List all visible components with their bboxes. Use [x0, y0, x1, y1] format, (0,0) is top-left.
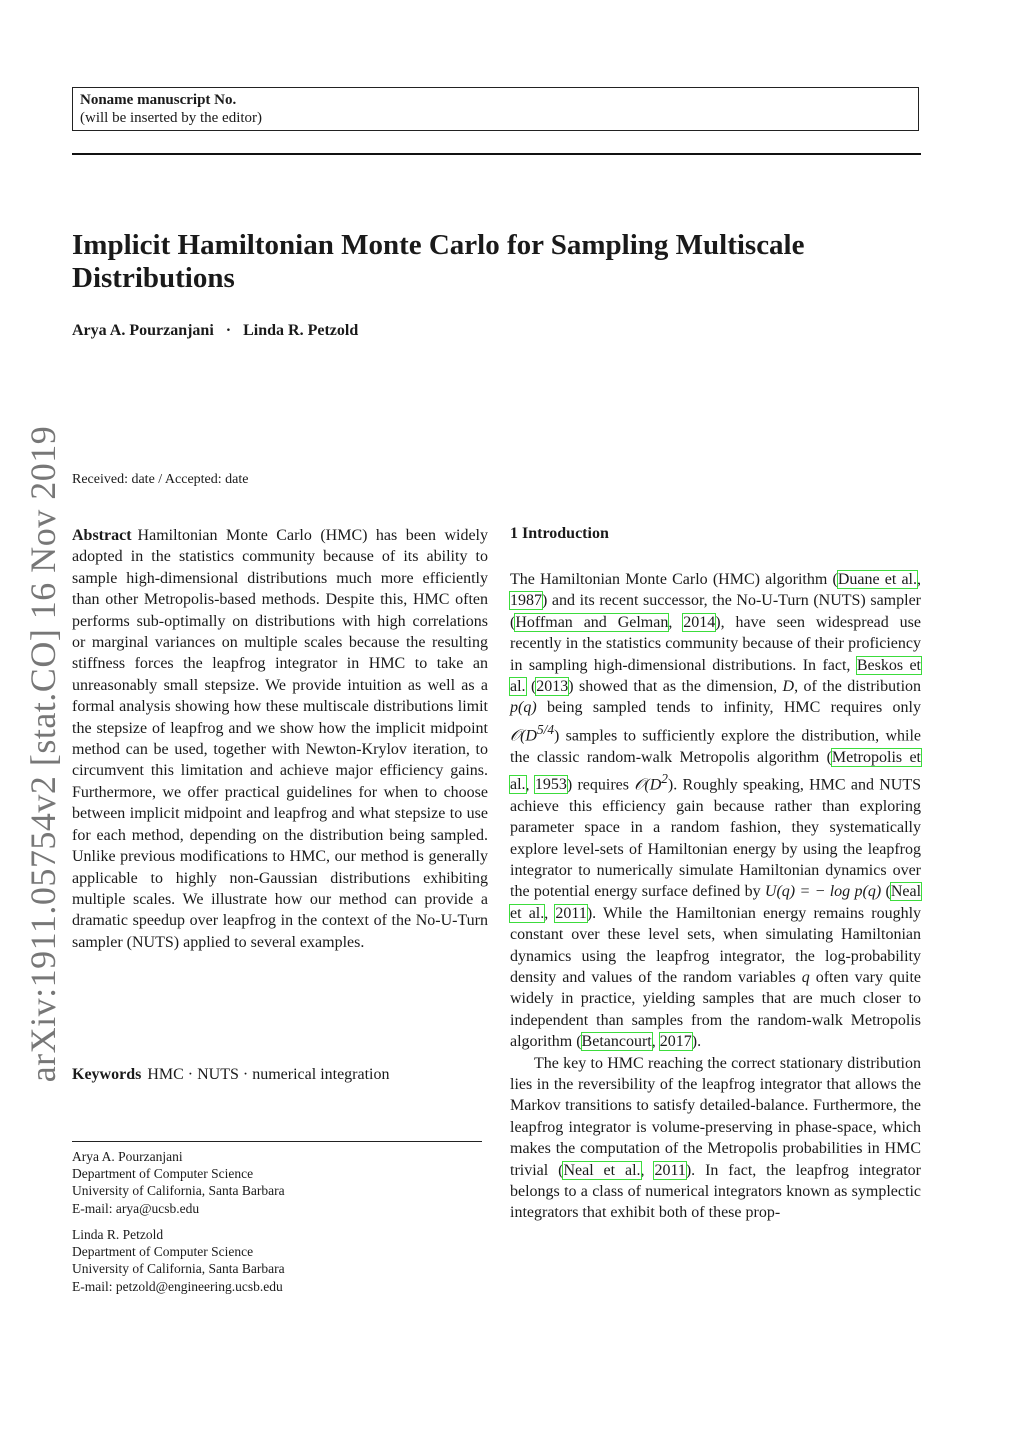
affiliation-email: E-mail: petzold@engineering.ucsb.edu — [72, 1278, 283, 1294]
text-run: The key to HMC reaching the correct stationary distribution lies in the reversibility of the leapfrog integrator that allows the Markov transitions to satisfy detailed-balance. Furthermore, the leapfrog integrator is volume-preserving in phase-space, which makes the computation of the Metropolis probabilities in HMC trivial ( — [510, 1054, 921, 1179]
affiliation-1 — [72, 1148, 285, 1217]
affiliation-name: Arya A. Pourzanjani — [72, 1149, 183, 1164]
math-inline: ) — [554, 727, 560, 745]
math-superscript: 5/4 — [536, 721, 554, 737]
citation-link[interactable]: 2011 — [555, 904, 587, 922]
affiliation-univ: University of California, Santa Barbara — [72, 1183, 285, 1199]
citation-link[interactable]: Beskos et al. — [510, 656, 922, 696]
manuscript-number: Noname manuscript No. — [80, 92, 237, 108]
text-run: being sampled tends to infinity, HMC requires only — [536, 699, 921, 717]
footnote-rule — [72, 1141, 482, 1142]
math-inline: U(q) = − log p(q) — [764, 883, 882, 901]
math-inline: 𝒪(D — [510, 727, 537, 745]
title-line-1: Implicit Hamiltonian Monte Carlo for Sampling Multiscale — [72, 229, 805, 261]
keywords-label: Keywords — [72, 1066, 142, 1083]
text-run: ) and its recent successor, the No-U-Turn (NUTS) sampler ( — [510, 592, 921, 631]
text-run: . Roughly speaking, HMC and NUTS achieve this efficiency gain because rather than exploring parameter space in a random fashion, they systematically explore level-sets of Hamiltonian energy by using the leapfrog integrator to numerically simulate Hamiltonian dynamics over the potential energy surface defined by — [510, 776, 922, 901]
author-separator: · — [225, 322, 232, 339]
citation-link[interactable]: 2013 — [536, 678, 569, 696]
abstract-label: Abstract — [72, 527, 132, 544]
citation-link[interactable]: Neal et al. — [563, 1161, 641, 1179]
text-run: , — [544, 904, 556, 922]
abstract — [72, 525, 488, 953]
intro-paragraph-2 — [510, 1053, 921, 1224]
text-run: ( — [525, 678, 537, 696]
affiliation-univ: University of California, Santa Barbara — [72, 1261, 285, 1277]
text-run: often vary quite widely in practice, yielding samples that are much closer to independent than samples from the random-walk Metropolis algorithm ( — [510, 968, 921, 1051]
text-run: , of the distribution — [794, 678, 922, 696]
text-run: , — [668, 613, 684, 631]
text-run: ) showed that as the dimension, — [568, 678, 783, 696]
text-run: , — [640, 1161, 655, 1179]
text-run: ). While the Hamiltonian energy remains roughly constant over these level sets, when simulating Hamiltonian dynamics using the leapfrog integrator, the log-probability density and values of the random variables — [510, 904, 922, 986]
text-run: ( — [881, 883, 891, 901]
text-run: ) requires — [566, 776, 635, 794]
affiliation-email: E-mail: arya@ucsb.edu — [72, 1200, 200, 1216]
citation-link[interactable]: Betancourt — [581, 1033, 652, 1051]
text-run: , — [525, 776, 535, 794]
math-inline: ) — [667, 776, 674, 794]
text-run: samples to sufficiently explore the distribution, while the classic random-walk Metropolis algorithm ( — [510, 727, 921, 766]
citation-link[interactable]: 2014 — [683, 613, 716, 631]
citation-link[interactable]: Neal et al. — [510, 883, 922, 922]
text-run: ). In fact, the leapfrog integrator belongs to a class of numerical integrators known as symplectic integrators that exhibit both of these prop- — [510, 1161, 922, 1222]
citation-link[interactable]: Metropolis et al. — [510, 748, 921, 794]
citation-link[interactable]: Hoffman and Gelman — [515, 613, 669, 631]
author-1: Arya A. Pourzanjani — [72, 322, 214, 339]
section-heading-introduction: 1 Introduction — [510, 525, 609, 542]
text-run: , — [917, 571, 921, 588]
citation-link[interactable]: 2017 — [659, 1033, 692, 1051]
affiliation-2 — [72, 1226, 285, 1295]
editor-note: (will be inserted by the editor) — [80, 110, 263, 126]
citation-link[interactable]: 1953 — [534, 776, 567, 794]
math-inline: D — [782, 678, 795, 696]
title-line-2: Distributions — [72, 262, 235, 294]
text-run: ). — [691, 1033, 702, 1051]
paper-title — [72, 229, 932, 295]
citation-link[interactable]: 2011 — [654, 1161, 686, 1179]
intro-paragraph-1 — [510, 569, 921, 1053]
introduction-body — [510, 569, 921, 1224]
affiliation-dept: Department of Computer Science — [72, 1166, 254, 1182]
affiliation-dept: Department of Computer Science — [72, 1244, 254, 1260]
keywords — [72, 1066, 390, 1084]
citation-link[interactable]: 1987 — [510, 592, 542, 610]
math-inline: q — [801, 968, 810, 986]
author-list — [72, 322, 358, 340]
keywords-text: HMC · NUTS · numerical integration — [147, 1066, 390, 1083]
abstract-text: Hamiltonian Monte Carlo (HMC) has been widely adopted in the statistics community because of its ability to sample high-dimensional distributions much more efficiently than other Metropolis-based methods. Despite this, HMC often performs sub-optimally on distributions with high correlations or marginal variances on multiple scales because the resulting stiffness forces the leapfrog integrator in HMC to take an unreasonably small stepsize. We provide intuition as well as a formal analysis showing how these multiscale distributions limit the stepsize of leapfrog and we show how the implicit midpoint method can be used, together with Newton-Krylov iteration, to circumvent this limitation and achieve major efficiency gains. Furthermore, we offer practical guidelines for when to choose between implicit midpoint and leapfrog and what stepsize to use for each method, depending on the distribution being sampled. Unlike previous modifications to HMC, our method is generally applicable to highly non-Gaussian distributions exhibiting multiple scales. We illustrate how our method can provide a dramatic speedup over leapfrog in the context of the No-U-Turn sampler (NUTS) applied to several examples. — [72, 527, 488, 951]
affiliation-name: Linda R. Petzold — [72, 1227, 164, 1242]
text-run: The Hamiltonian Monte Carlo (HMC) algorithm ( — [510, 571, 838, 588]
received-date: Received: date / Accepted: date — [72, 472, 249, 487]
citation-link[interactable]: Duane et al. — [837, 571, 917, 588]
math-superscript: 2 — [661, 770, 668, 786]
top-rule — [72, 153, 921, 155]
manuscript-header-box — [72, 87, 919, 131]
math-inline: p(q) — [510, 699, 537, 717]
text-run: , — [651, 1033, 660, 1051]
arxiv-identifier: arXiv:1911.05754v2 [stat.CO] 16 Nov 2019 — [23, 425, 63, 1083]
text-run: ), have seen widespread use recently in the statistics community because of their proficiency in sampling high-dimensional distributions. In fact, — [510, 613, 922, 674]
math-inline: 𝒪(D — [634, 776, 662, 794]
author-2: Linda R. Petzold — [243, 322, 359, 339]
